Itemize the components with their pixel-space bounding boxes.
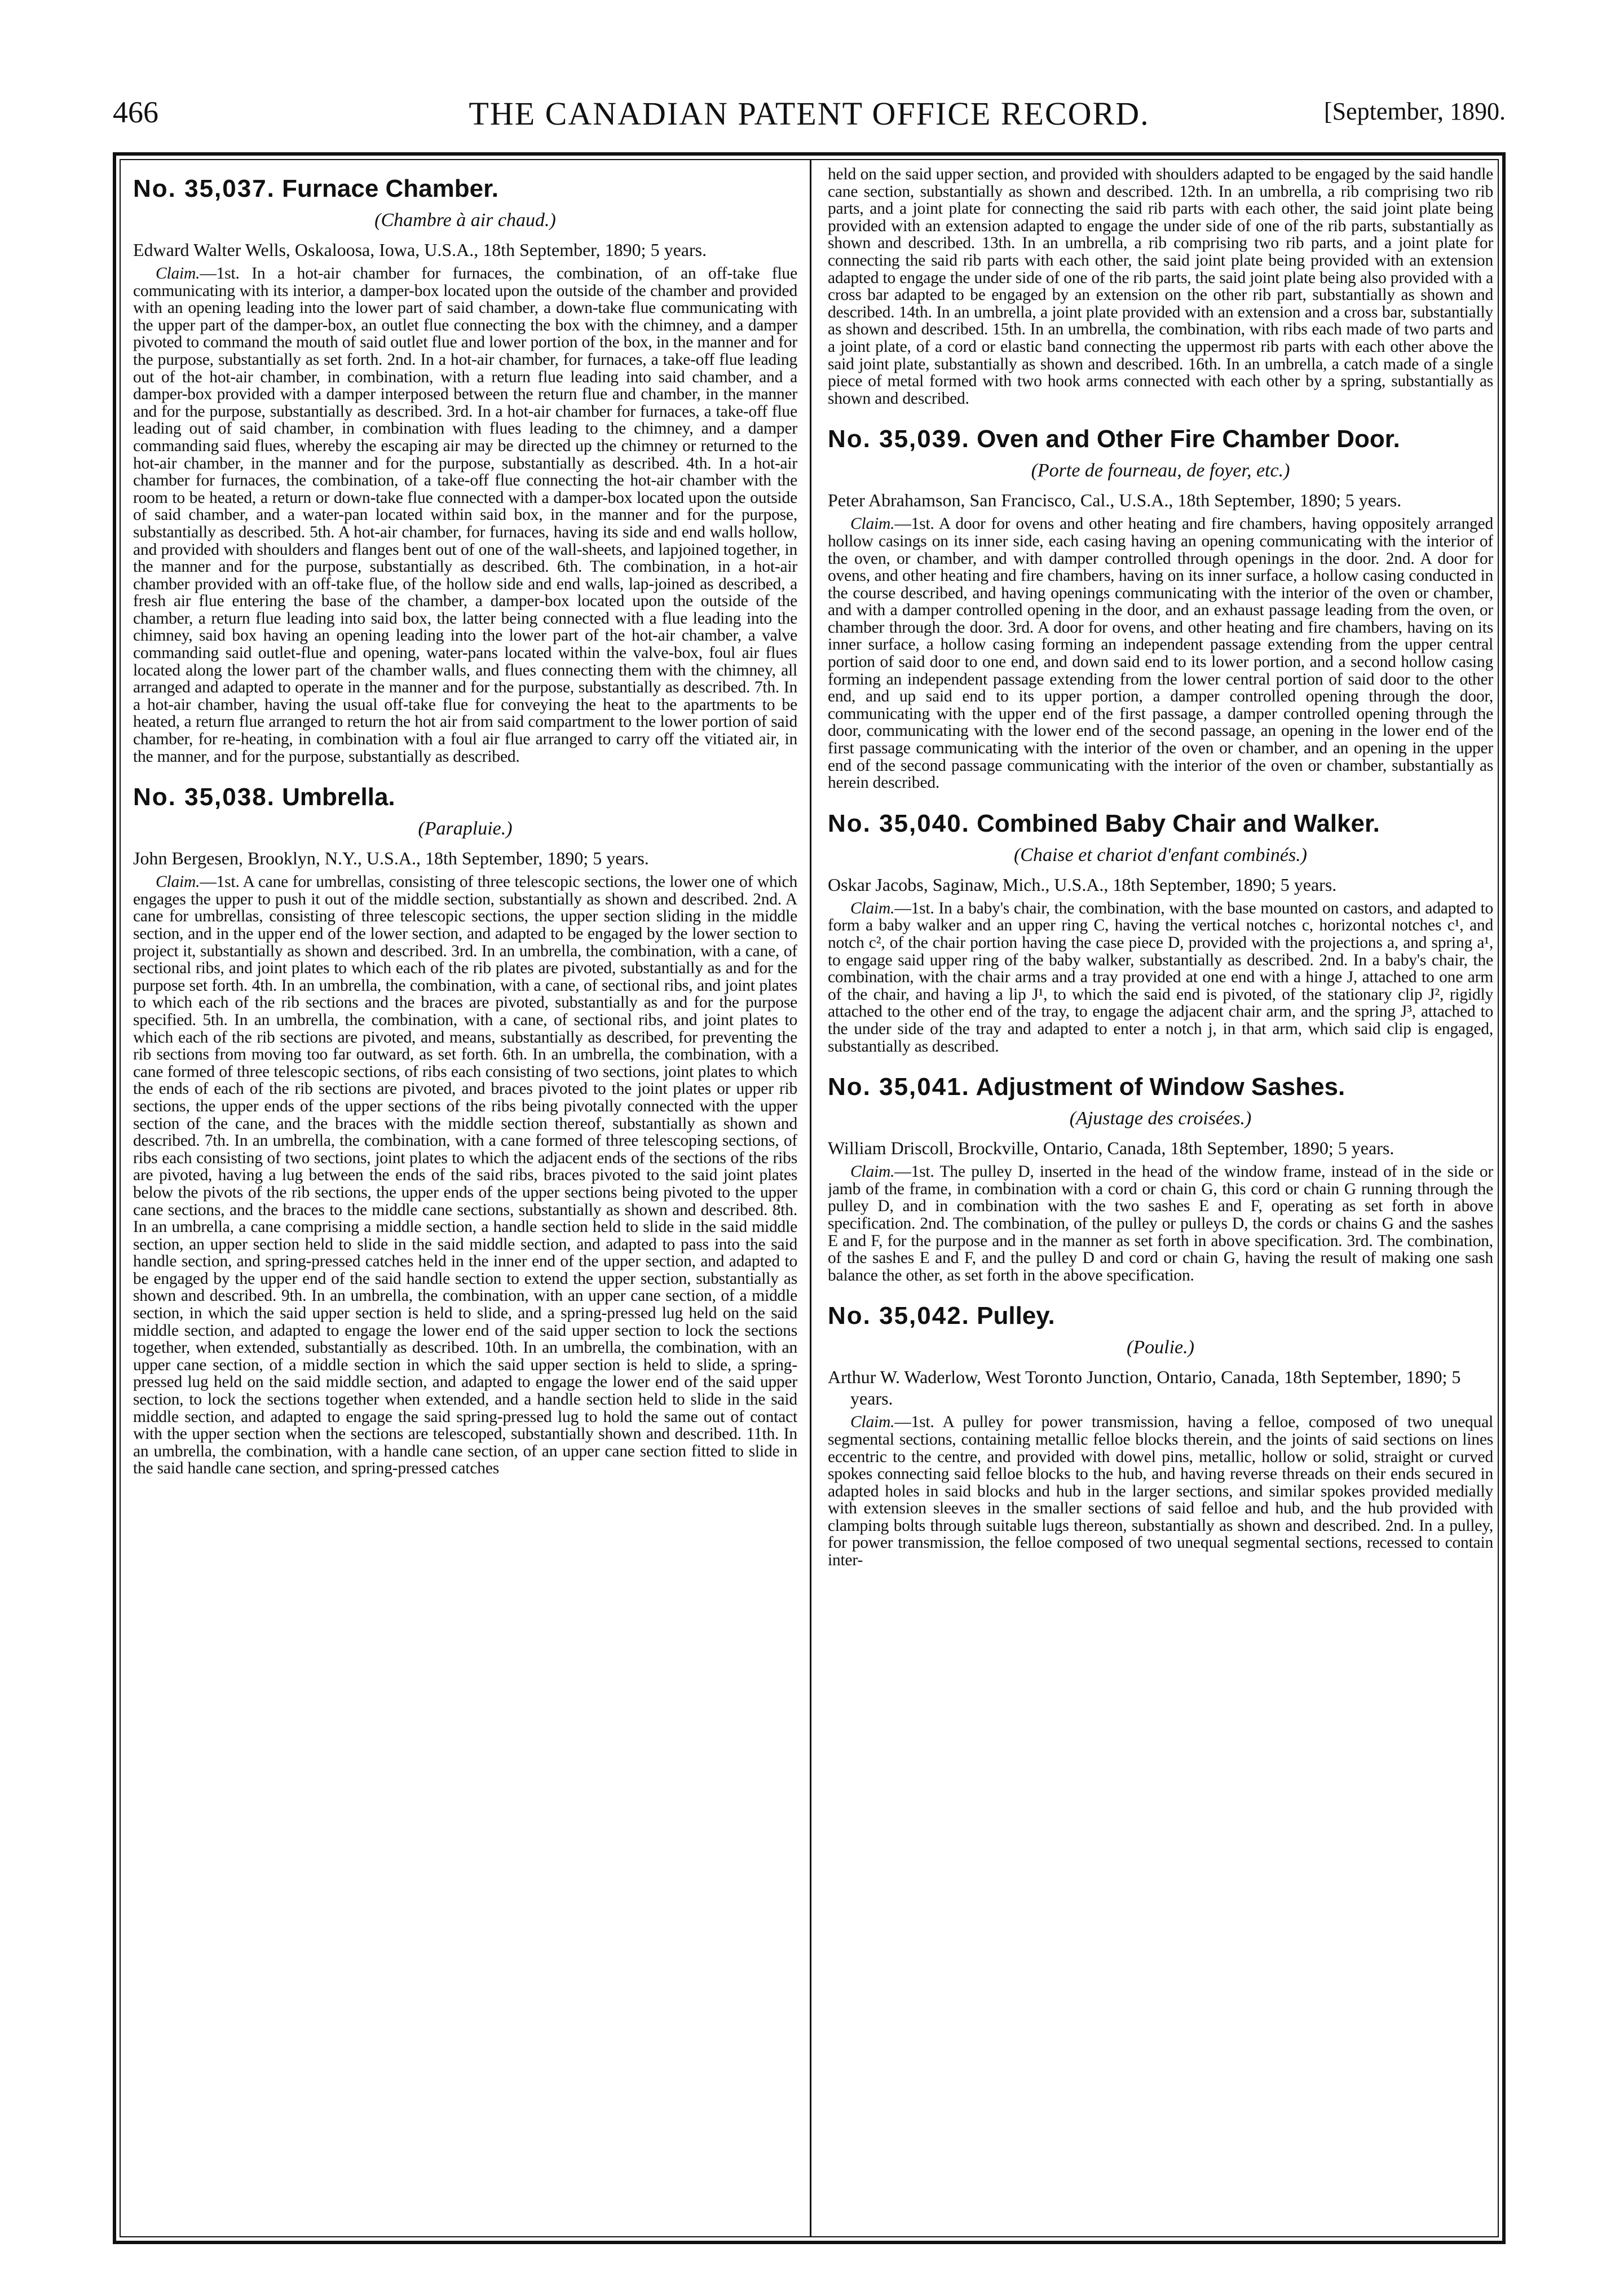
patent-title: Pulley. <box>969 1302 1055 1330</box>
entry-title <box>828 1301 1493 1331</box>
applicant-line: Peter Abrahamson, San Francisco, Cal., U.S.A., 18th September, 1890; 5 years. <box>828 490 1402 511</box>
patent-title: Furnace Chamber. <box>275 175 499 202</box>
patent-number: No. 35,039. <box>828 425 970 453</box>
claim-text <box>828 515 1493 792</box>
patent-entry <box>133 174 797 765</box>
claim-body: —1st. A cane for umbrellas, consisting of three telescopic sections, the lower one of which engages the upper to push it out of the middle section, substantially as shown and described. 2nd. A cane for umbrellas, consisting of three telescopic sections, the upper section sliding in the middle section, and in the upper end of the lower section, and adapted to be engaged by the lower section to project it, substantially as shown and described. 3rd. In an umbrella, the combination, with a cane, of sectional ribs, and joint plates to which each of the rib plates are pivoted, substantially as and for the purpose set forth. 4th. In an umbrella, the combination, with a cane, of sectional ribs, and joint plates to which each of the rib sections and the braces are pivoted, substantially as and for the purpose specified. 5th. In an umbrella, the combination, with a cane, of sectional ribs, and joint plates to which each of the rib sections are pivoted, and means, substantially as described, for preventing the rib sections from moving too far outward, as set forth. 6th. In an umbrella, the combination, with a cane formed of three telescopic sections, of ribs each consisting of two sections, joint plates to which the ends of each of the rib sections are pivoted, and braces pivoted to the joint plates or upper rib sections, the upper ends of the upper sections of the ribs being pivotally connected with the upper section of the cane, and the braces with the middle section thereof, substantially as shown and described. 7th. In an umbrella, the combination, with a cane formed of three telescoping sections, of ribs each consisting of two sections, joint plates to which the adjacent ends of the sections of the ribs are pivoted, having a lug between the ends of the said ribs, braces pivoted to the said joint plates below the pivots of the rib sections, the upper ends of the upper sections being pivoted to the upper cane sections, and the braces to the middle cane sections, substantially as shown and described. 8th. In an umbrella, a cane comprising a middle section, a handle section held to slide in the said middle section, an upper section held to slide in the said middle section, and adapted to pass into the said handle section, and spring-pressed catches held in the inner end of the upper section, and adapted to be engaged by the upper end of the said handle section to extend the upper section, substantially as shown and described. 9th. In an umbrella, the combination, with an upper cane section, of a middle section, in which the said upper section is held to slide, and a spring-pressed lug held on the said middle section, and adapted to engage the lower end of the said upper section to lock the sections together, when extended, substantially as described. 10th. In an umbrella, the combination, with an upper cane section, of a middle section in which the said upper section is held to slide, a spring-pressed lug held on the said middle section, and adapted to engage the lower end of the said upper section, to lock the sections together when extended, and a handle section held to slide in the said middle section, and adapted to engage the said spring-pressed lug to hold the same out of contact with the upper section when the sections are telescoped, substantially shown and described. 11th. In an umbrella, the combination, with a handle cane section, of an upper cane section fitted to slide in the said handle cane section, and spring-pressed catches <box>133 873 797 1478</box>
claim-text <box>828 900 1493 1055</box>
page-header <box>113 95 1506 134</box>
issue-date: [September, 1890. <box>1323 98 1506 125</box>
patent-number: No. 35,041. <box>828 1073 970 1101</box>
french-title: (Porte de fourneau, de foyer, etc.) <box>1031 460 1290 482</box>
french-title: (Chaise et chariot d'enfant combinés.) <box>1013 844 1307 866</box>
claim-label: Claim. <box>156 264 200 282</box>
page-frame <box>113 152 1506 2244</box>
applicant-line: William Driscoll, Brockville, Ontario, Canada, 18th September, 1890; 5 years. <box>828 1138 1394 1159</box>
claim-label: Claim. <box>156 873 200 891</box>
claim-label: Claim. <box>850 899 895 917</box>
patent-number: No. 35,040. <box>828 809 970 837</box>
claim-text <box>133 873 797 1477</box>
claim-text <box>133 265 797 765</box>
patent-title: Adjustment of Window Sashes. <box>969 1073 1345 1101</box>
patent-title: Umbrella. <box>275 783 395 811</box>
entry-title <box>828 1072 1493 1102</box>
applicant-line: Edward Walter Wells, Oskaloosa, Iowa, U.S.A., 18th September, 1890; 5 years. <box>133 240 707 260</box>
entry-title <box>133 782 797 813</box>
claim-text <box>828 1414 1493 1569</box>
claim-text <box>828 1163 1493 1284</box>
claim-body: —1st. A door for ovens and other heating and fire chambers, having oppositely arranged hollow casings on its inner side, each casing having an opening communicating with the interior of the oven, or chamber, and with damper controlled through openings in the door. 2nd. A door for ovens, and other heating and fire chambers, having on its inner surface, a hollow casing conducted in the course described, and having openings communicating with the interior of the oven or chamber, and with a damper controlled opening in the door, and an exhaust passage leading from the oven, or chamber through the door. 3rd. A door for ovens, and other heating and fire chambers, having on its inner surface, a hollow casing forming an independent passage extending from the upper central portion of said door to one end, and down said end to its lower portion, and a second hollow casing forming an independent passage extending from the lower central portion of said door to the other end, and up said end to its upper portion, a damper controlled opening through the door, communicating with the upper end of the first passage, a damper controlled opening through the door, communicating with the lower end of the second passage, an opening in the lower end of the first passage communicating with the interior of the oven or chamber, and an opening in the upper end of the second passage communicating with the interior of the oven or chamber, substantially as herein described. <box>828 515 1493 792</box>
patent-entry <box>133 782 797 1477</box>
left-column <box>133 166 797 2231</box>
claim-text <box>828 166 1493 407</box>
patent-entry <box>828 1072 1493 1284</box>
patent-number: No. 35,037. <box>133 175 275 202</box>
applicant-line: Arthur W. Waderlow, West Toronto Junction, Ontario, Canada, 18th September, 1890; 5 years. <box>828 1367 1461 1409</box>
claim-body: held on the said upper section, and provided with shoulders adapted to be engaged by the said handle cane section, substantially as shown and described. 12th. In an umbrella, a rib comprising two rib parts, and a joint plate for connecting the said rib parts with each other, the said joint plate being provided with an extension adapted to engage the under side of one of the rib parts, substantially as shown and described. 13th. In an umbrella, a rib comprising two rib parts, and a joint plate for connecting the said rib parts with each other, the said joint plate being provided with an extension adapted to engage the under side of one of the rib parts, the said joint plate being also provided with a cross bar adapted to be engaged by an extension on the other rib part, substantially as shown and described. 14th. In an umbrella, a joint plate provided with an extension and a cross bar, substantially as shown and described. 15th. In an umbrella, the combination, with ribs each made of two parts and a joint plate, of a cord or elastic band connecting the uppermost rib parts with each other above the said joint plate, substantially as shown and described. 16th. In an umbrella, a catch made of a single piece of metal formed with two hook arms connected with each other by a spring, substantially as shown and described. <box>828 166 1493 408</box>
right-column <box>828 166 1493 2231</box>
french-title: (Poulie.) <box>1127 1337 1194 1358</box>
column-divider <box>810 159 811 2237</box>
entry-title <box>828 809 1493 839</box>
entry-title <box>133 174 797 204</box>
entry-title <box>828 424 1493 454</box>
claim-body: —1st. In a hot-air chamber for furnaces, the combination, of an off-take flue communicating with its interior, a damper-box located upon the outside of the chamber and provided with an opening leading into the lower part of said chamber, a down-take flue communicating with the upper part of the damper-box, an outlet flue connecting the box with the chimney, and a damper pivoted to command the mouth of said outlet flue and lower portion of the box, in the manner and for the purpose, substantially as set forth. 2nd. In a hot-air chamber, for furnaces, a take-off flue leading out of the hot-air chamber, in combination, with a return flue leading into said chamber, and a damper-box provided with a damper interposed between the return flue and chamber, in the manner and for the purpose, substantially as described. 3rd. In a hot-air chamber for furnaces, a take-off flue leading out of said chamber, in combination with flues leading to the chimney, and a damper commanding said flues, whereby the escaping air may be directed up the chimney or returned to the hot-air chamber, in the manner and for the purpose, substantially as described. 4th. In a hot-air chamber for furnaces, the combination, of a take-off flue connecting the hot-air chamber with the room to be heated, a return or down-take flue connected with a damper-box located upon the outside of said chamber, and a water-pan located within said box, in the manner and for the purpose, substantially as described. 5th. A hot-air chamber, for furnaces, having its side and end walls hollow, and provided with shoulders and flanges bent out of one of the wall-sheets, and lapjoined together, in the manner and for the purpose, substantially as described. 6th. The combination, in a hot-air chamber provided with an off-take flue, of the hollow side and end walls, lap-joined as described, a fresh air flue entering the base of the chamber, a damper-box located upon the outside of the chamber, a return flue leading into said box, the latter being connected with a flue leading into the chimney, said box having an opening leading into the lower part of the hot-air chamber, a valve commanding said outlet-flue and opening, water-pans located within the valve-box, foul air flues located along the lower part of the chamber walls, and flues connecting them with the chimney, all arranged and adapted to operate in the manner and for the purpose, substantially as described. 7th. In a hot-air chamber, having the usual off-take flue for conveying the heat to the apartments to be heated, a return flue arranged to return the hot air from said compartment to the lower portion of said chamber, for re-heating, in combination with a foul air flue arranged to carry off the vitiated air, in the manner, and for the purpose, substantially as described. <box>133 264 797 766</box>
french-title: (Ajustage des croisées.) <box>1069 1108 1252 1129</box>
running-title: THE CANADIAN PATENT OFFICE RECORD. <box>469 95 1150 132</box>
patent-number: No. 35,042. <box>828 1302 970 1330</box>
french-title: (Chambre à air chaud.) <box>374 210 556 231</box>
claim-body: —1st. In a baby's chair, the combination, with the base mounted on castors, and adapted to form a baby walker and an upper ring C, having the vertical notches c, horizontal notches c¹, and notch c², of the chair portion having the case piece D, provided with the projections a, and spring a¹, to engage said upper ring of the baby walker, substantially as described. 2nd. In a baby's chair, the combination, with the chair arms and a tray provided at one end with a hinge J, attached to one arm of the chair, and having a lip J¹, to which the said end is pivoted, of the stationary clip J², rigidly attached to the other end of the tray, to engage the adjacent chair arm, and the spring J³, attached to the under side of the tray and adapted to enter a notch j, in that arm, which said clip is engaged, substantially as described. <box>828 899 1493 1056</box>
patent-entry <box>828 166 1493 407</box>
claim-label: Claim. <box>850 1413 895 1432</box>
claim-body: —1st. A pulley for power transmission, having a felloe, composed of two unequal segmental sections, containing metallic felloe blocks therein, and the joints of said sections on lines eccentric to the centre, and provided with dowel pins, metallic, hollow or solid, straight or curved spokes connecting said felloe blocks to the hub, and having reverse threads on their ends secured in adapted holes in said blocks and hub in the larger sections, and similar spokes provided medially with extension sleeves in the smaller sections of said felloe and hub, and the hub provided with clamping bolts through suitable lugs thereon, substantially as shown and described. 2nd. In a pulley, for power transmission, the felloe composed of two unequal segmental sections, recessed to contain inter- <box>828 1413 1493 1570</box>
claim-body: —1st. The pulley D, inserted in the head of the window frame, instead of in the side or jamb of the frame, in combination with a cord or chain G, this cord or chain G running through the pulley D, and in combination with the two sashes E and F, operating as set forth in above specification. 2nd. The combination, of the pulley or pulleys D, the cords or chains G and the sashes E and F, for the purpose and in the manner as set forth in above specification. 3rd. The combination, of the sashes E and F, and the pulley D and cord or chain G, having the result of making one sash balance the other, as set forth in the above specification. <box>828 1163 1493 1284</box>
patent-entry <box>828 1301 1493 1569</box>
applicant-line: Oskar Jacobs, Saginaw, Mich., U.S.A., 18th September, 1890; 5 years. <box>828 874 1337 895</box>
patent-entry <box>828 809 1493 1055</box>
page-number: 466 <box>113 95 158 129</box>
patent-title: Oven and Other Fire Chamber Door. <box>969 425 1400 453</box>
claim-label: Claim. <box>850 515 895 533</box>
applicant-line: John Bergesen, Brooklyn, N.Y., U.S.A., 18th September, 1890; 5 years. <box>133 848 649 869</box>
claim-label: Claim. <box>850 1163 895 1181</box>
patent-title: Combined Baby Chair and Walker. <box>969 809 1380 837</box>
patent-entry <box>828 424 1493 792</box>
french-title: (Parapluie.) <box>418 818 513 840</box>
patent-number: No. 35,038. <box>133 783 275 811</box>
